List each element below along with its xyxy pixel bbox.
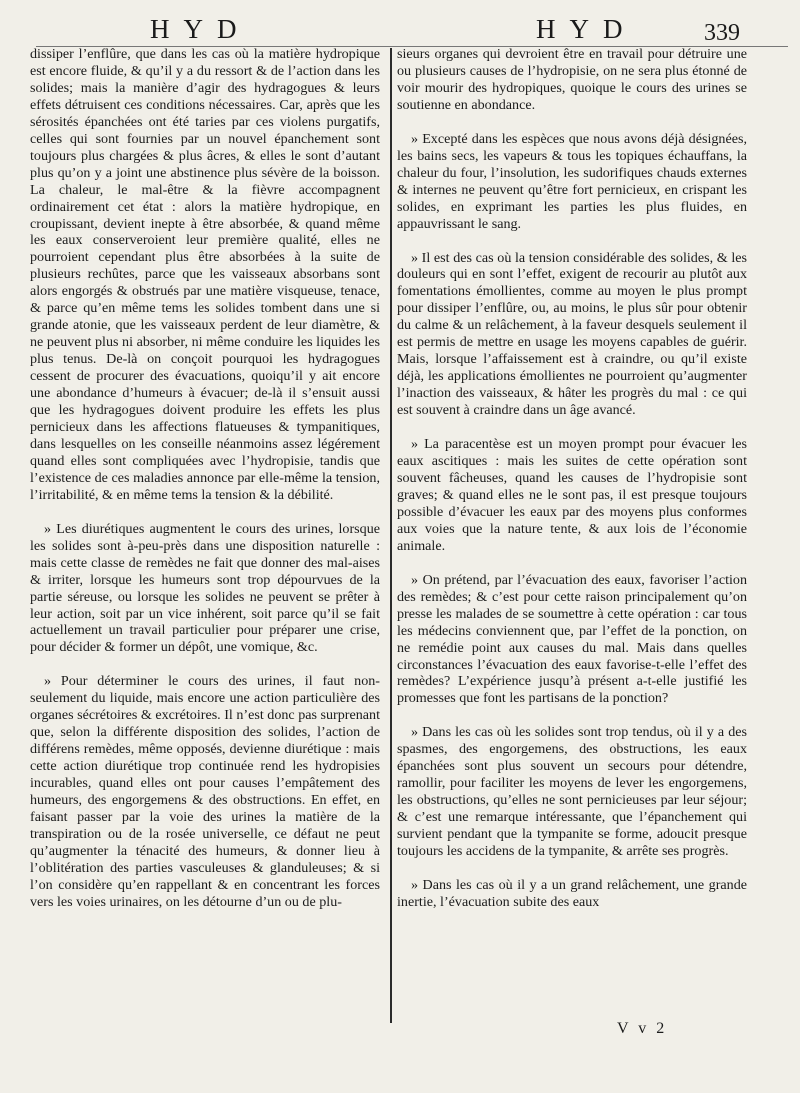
right-paragraph-6: » Dans les cas où les solides sont trop tendus, où il y a des spasmes, des engorgemens, des obstructions, les eaux épanchées sont plus souvent un secours pour détendre, ramollir, pour faciliter les moyens de lever les engorgemens, les obstructions, qu’elles ne sont pernicieuses par leur séjour; & c’est une remarque intéressante, que l’épanchement qui survient pendant que la tympanite se forme, adoucit presque toujours les accidens de la tympanite, & arrête ses progrès. <box>397 724 747 860</box>
running-head-left: HYD <box>150 14 251 44</box>
page-number: 339 <box>704 20 740 46</box>
right-paragraph-1: sieurs organes qui devroient être en travail pour détruire une ou plusieurs causes de l’hydropisie, on ne sera plus étonné de voir mourir des hydropiques, quoique le cours des urines se soutienne en abondance. <box>397 46 747 113</box>
right-paragraph-5: » On prétend, par l’évacuation des eaux, favoriser l’action des remèdes; & c’est pour cette raison principalement qu’on presse les malades de se soumettre à cette opération : car tous les médecins conviennent que, par l’effet de la ponction, on ne remédie point aux causes du mal. Mais dans quelles circonstances l’évacuation des eaux favorise-t-elle l’effet des remèdes? L’expérience jusqu’à présent a-t-elle justifié les promesses que font les partisans de la ponction? <box>397 571 747 707</box>
left-paragraph-2: » Les diurétiques augmentent le cours des urines, lorsque les solides sont à-peu-près dans une disposition naturelle : mais cette classe de remèdes ne fait que donner des mal-aises & irriter, lorsque les humeurs sont trop dépourvues de la partie séreuse, ou lorsque les solides ne peuvent se prêter à leur action, soit par un vice inhérent, soit parce qu’il se fait actuellement un travail particulier pour préparer une crise, pour décider & former un dépôt, une vomique, &c. <box>30 520 380 656</box>
signature-mark: V v 2 <box>617 1020 668 1037</box>
right-paragraph-3: » Il est des cas où la tension considérable des solides, & les douleurs qui en sont l’effet, exigent de recourir au plutôt aux fomentations émollientes, comme au moyen le plus prompt pour dissiper l’enflûre, ou, au moins, le plus sûr pour obtenir du calme & un relâchement, à la faveur desquels seulement il est permis de mettre en usage les moyens capables de guérir. Mais, lorsque l’affaissement est à craindre, ou qu’il existe déjà, les applications émollientes ne pourroient qu’augmenter l’inaction des vaisseaux, & hâter les progrès du mal : ce qui est souvent à craindre dans un âge avancé. <box>397 249 747 419</box>
left-column <box>30 46 380 911</box>
column-divider <box>390 48 392 1023</box>
right-paragraph-7: » Dans les cas où il y a un grand relâchement, une grande inertie, l’évacuation subite des eaux <box>397 876 747 910</box>
right-paragraph-4: » La paracentèse est un moyen prompt pour évacuer les eaux ascitiques : mais les suites de cette opération sont souvent fâcheuses, quand les causes de l’hydropisie sont graves; & quand elles ne le sont pas, il est presque toujours possible d’évacuer les eaux par des moyens plus conformes aux voies que la nature tente, & aux lois de l’économie animale. <box>397 436 747 554</box>
left-paragraph-3: » Pour déterminer le cours des urines, il faut non-seulement du liquide, mais encore une action particulière des organes sécrétoires & excrétoires. Il n’est donc pas surprenant que, selon la différente disposition des solides, l’action de différens remèdes, même opposés, devienne diurétique : mais cette action diurétique trop continuée rend les hydropisies incurables, quand elles ont pour causes l’empâtement des humeurs, des engorgemens & des obstructions. En effet, en faisant passer par la voie des urines la matière de la transpiration ou de la rosée universelle, ce défaut ne peut qu’augmenter la ténacité des humeurs, & donner lieu à l’oblitération des parties vasculeuses & glanduleuses; & si l’on considère qu’en rappellant & en concentrant les forces vers les voies urinaires, on les détourne d’un ou de plu- <box>30 673 380 910</box>
left-paragraph-1: dissiper l’enflûre, que dans les cas où la matière hydropique est encore fluide, & qu’il y a du ressort & de l’action dans les solides; mais la manière d’agir des hydragogues & leurs effets détruisent ces conditions nécessaires. Car, après que les sérosités épanchées ont été taries par ces violens purgatifs, celles qui sont fournies par un nouvel épanchement sont toujours plus chargées & plus âcres, & elles le sont d’autant plus qu’on y a joint une abstinence plus sévère de la boisson. La chaleur, le mal-être & la fièvre accompagnent ordinairement cet état : alors la matière hydropique, en croupissant, devient inepte à être absorbée, & quand même les eaux conserveroient leur première qualité, elles ne pourroient cependant plus être absorbées à la suite de plusieurs rechûtes, parce que les vaisseaux absorbans sont alors engorgés & obstrués par une matière visqueuse, tenace, & parce qu’en même tems les solides tombent dans une si grande atonie, que les vaisseaux perdent de leur diamètre, & ne peuvent plus ni absorber, ni même conduire les liquides les plus tenus. De-là on conçoit pourquoi les hydragogues cessent de procurer des évacuations, quoiqu’il y ait encore une abondance d’humeurs à évacuer; de-là il s’ensuit aussi que les hydragogues doivent produire les effets les plus pernicieux dans les affections flatueuses & tympanitiques, dans lesquelles on les conseille néanmoins assez légérement quand elles sont compliquées avec l’hydropisie, tandis que l’existence de ces maladies annonce par elle-même la tension, l’irritabilité, & en même tems la tension & la débilité. <box>30 46 380 503</box>
running-head-right: HYD <box>536 14 637 44</box>
right-paragraph-2: » Excepté dans les espèces que nous avons déjà désignées, les bains secs, les vapeurs & tous les topiques échauffans, la chaleur du four, l’insolution, les sudorifiques chauds externes & internes ne peuvent qu’être fort pernicieux, en crispant les solides, en exprimant les parties les plus fluides, en appauvrissant le sang. <box>397 130 747 232</box>
right-column <box>397 46 747 911</box>
